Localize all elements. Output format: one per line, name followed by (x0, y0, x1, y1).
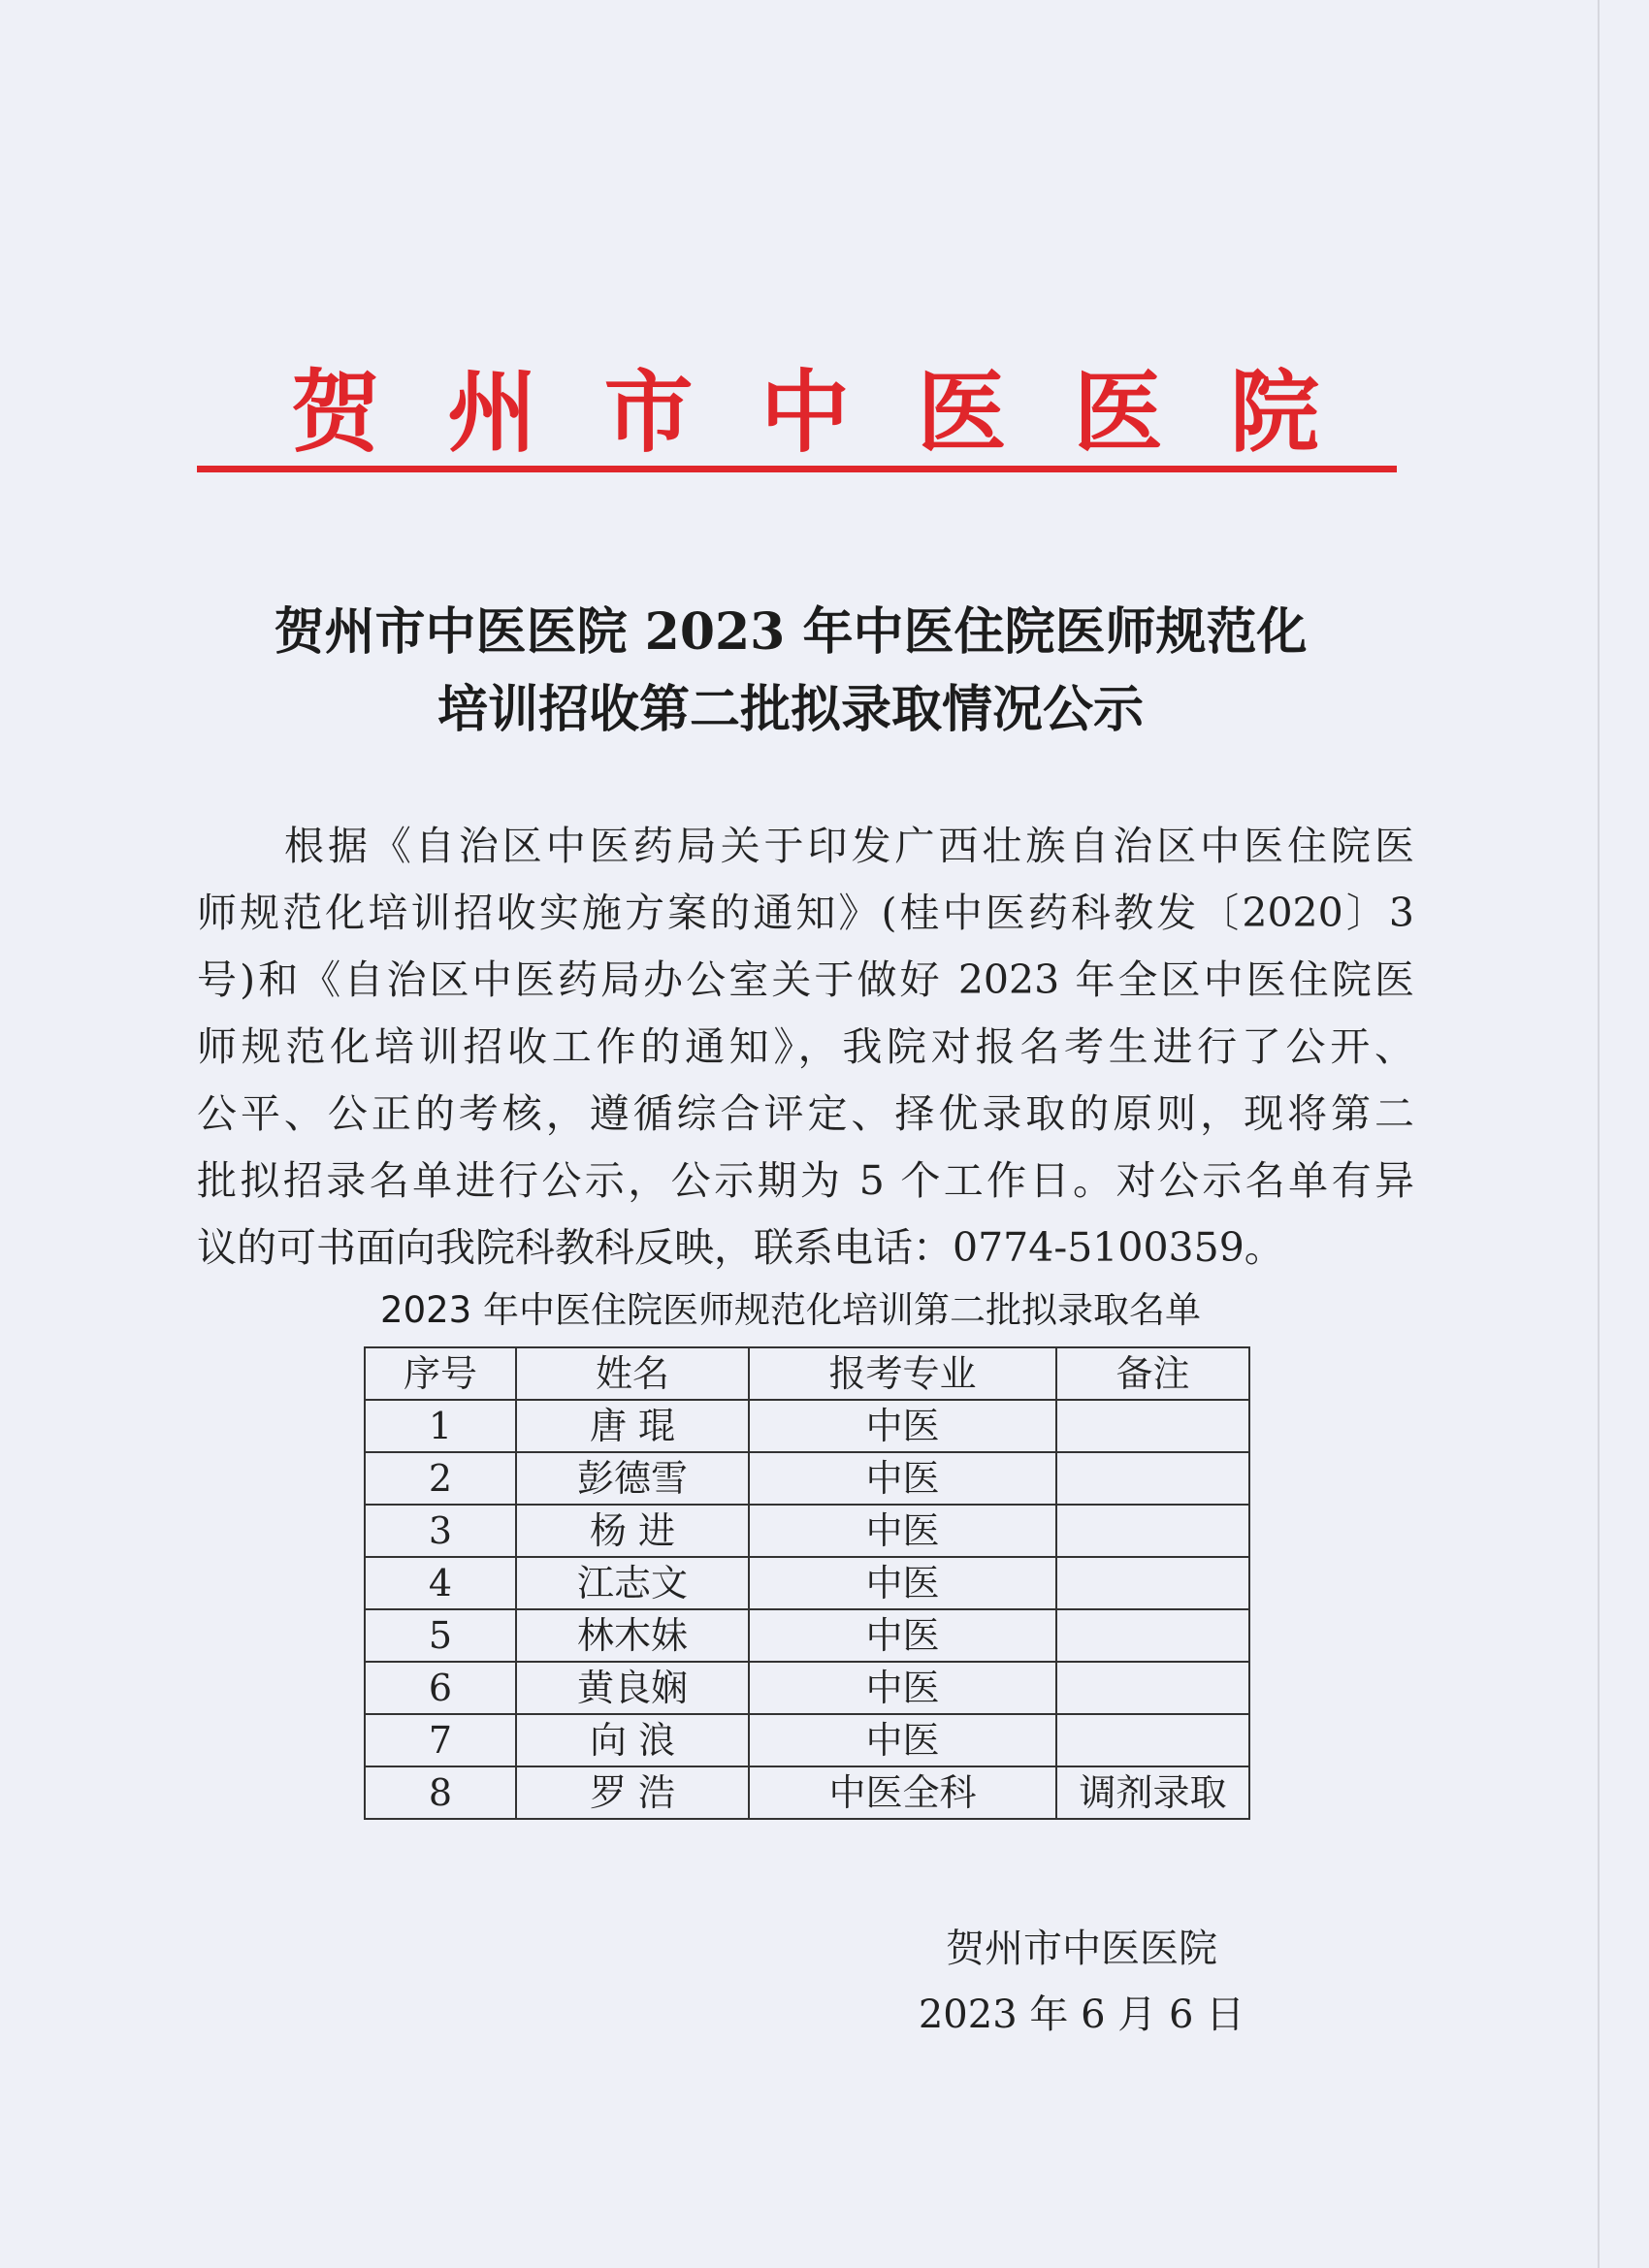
cell-remarks (1056, 1557, 1249, 1609)
notice-body (197, 813, 1414, 1281)
table-row (365, 1400, 1249, 1452)
header-cell-name: 姓名 (516, 1347, 749, 1400)
page-edge (1598, 0, 1600, 2268)
table-header-row (365, 1347, 1249, 1400)
cell-specialty: 中医 (749, 1505, 1056, 1557)
cell-specialty: 中医 (749, 1452, 1056, 1505)
document-title (146, 594, 1436, 749)
notice-line: 公平、公正的考核，遵循综合评定、择优录取的原则，现将第二 (197, 1090, 1414, 1137)
cell-number: 1 (365, 1400, 516, 1452)
cell-name: 黄良娴 (516, 1662, 749, 1714)
cell-remarks (1056, 1609, 1249, 1662)
header-cell-number: 序号 (365, 1347, 516, 1400)
cell-number: 7 (365, 1714, 516, 1766)
cell-number: 2 (365, 1452, 516, 1505)
notice-line: 号)和《自治区中医药局办公室关于做好 2023 年全区中医住院医 (197, 956, 1414, 1003)
table-row (365, 1662, 1249, 1714)
letterhead-char: 州 (447, 361, 537, 465)
signature-block (873, 1916, 1290, 2048)
document-title-line-2: 培训招收第二批拟录取情况公示 (436, 680, 1144, 739)
cell-name: 杨 进 (516, 1505, 749, 1557)
cell-specialty: 中医 (749, 1609, 1056, 1662)
cell-remarks: 调剂录取 (1056, 1766, 1249, 1819)
document-title-line-1: 贺州市中医医院 2023 年中医住院医师规范化 (274, 602, 1308, 662)
letterhead-char: 贺 (291, 361, 381, 465)
cell-specialty: 中医 (749, 1662, 1056, 1714)
cell-number: 3 (365, 1505, 516, 1557)
cell-remarks (1056, 1714, 1249, 1766)
table-row (365, 1505, 1249, 1557)
cell-specialty: 中医 (749, 1714, 1056, 1766)
table-row (365, 1714, 1249, 1766)
letterhead-title (291, 347, 1319, 464)
cell-name: 林木妹 (516, 1609, 749, 1662)
notice-line: 议的可书面向我院科教科反映，联系电话：0774-5100359。 (197, 1224, 1284, 1271)
cell-name: 向 浪 (516, 1714, 749, 1766)
cell-name: 唐 琨 (516, 1400, 749, 1452)
admission-table (364, 1346, 1250, 1820)
cell-number: 4 (365, 1557, 516, 1609)
cell-name: 彭德雪 (516, 1452, 749, 1505)
table-row (365, 1609, 1249, 1662)
cell-remarks (1056, 1400, 1249, 1452)
cell-number: 5 (365, 1609, 516, 1662)
table-row (365, 1452, 1249, 1505)
cell-specialty: 中医 (749, 1557, 1056, 1609)
signature-date: 2023 年 6 月 6 日 (918, 1993, 1245, 2037)
cell-remarks (1056, 1452, 1249, 1505)
header-cell-remarks: 备注 (1056, 1347, 1249, 1400)
letterhead-char: 中 (760, 361, 850, 465)
letterhead-char: 市 (603, 361, 694, 465)
letterhead-divider (197, 466, 1397, 472)
table-row (365, 1557, 1249, 1609)
cell-specialty: 中医 (749, 1400, 1056, 1452)
cell-remarks (1056, 1505, 1249, 1557)
cell-name: 江志文 (516, 1557, 749, 1609)
table-row (365, 1766, 1249, 1819)
cell-number: 6 (365, 1662, 516, 1714)
cell-remarks (1056, 1662, 1249, 1714)
cell-specialty: 中医全科 (749, 1766, 1056, 1819)
notice-line: 师规范化培训招收工作的通知》，我院对报名考生进行了公开、 (197, 1023, 1414, 1070)
notice-line: 批拟招录名单进行公示，公示期为 5 个工作日。对公示名单有异 (197, 1157, 1414, 1204)
cell-name: 罗 浩 (516, 1766, 749, 1819)
letterhead-char: 医 (917, 361, 1007, 465)
letterhead-char: 院 (1229, 361, 1319, 465)
letterhead-char: 医 (1073, 361, 1163, 465)
cell-number: 8 (365, 1766, 516, 1819)
signature-org: 贺州市中医医院 (946, 1927, 1217, 1971)
header-cell-specialty: 报考专业 (749, 1347, 1056, 1400)
table-caption: 2023 年中医住院医师规范化培训第二批拟录取名单 (380, 1289, 1201, 1331)
notice-line: 师规范化培训招收实施方案的通知》(桂中医药科教发〔2020〕3 (197, 890, 1414, 936)
notice-line: 根据《自治区中医药局关于印发广西壮族自治区中医住院医 (284, 823, 1414, 869)
